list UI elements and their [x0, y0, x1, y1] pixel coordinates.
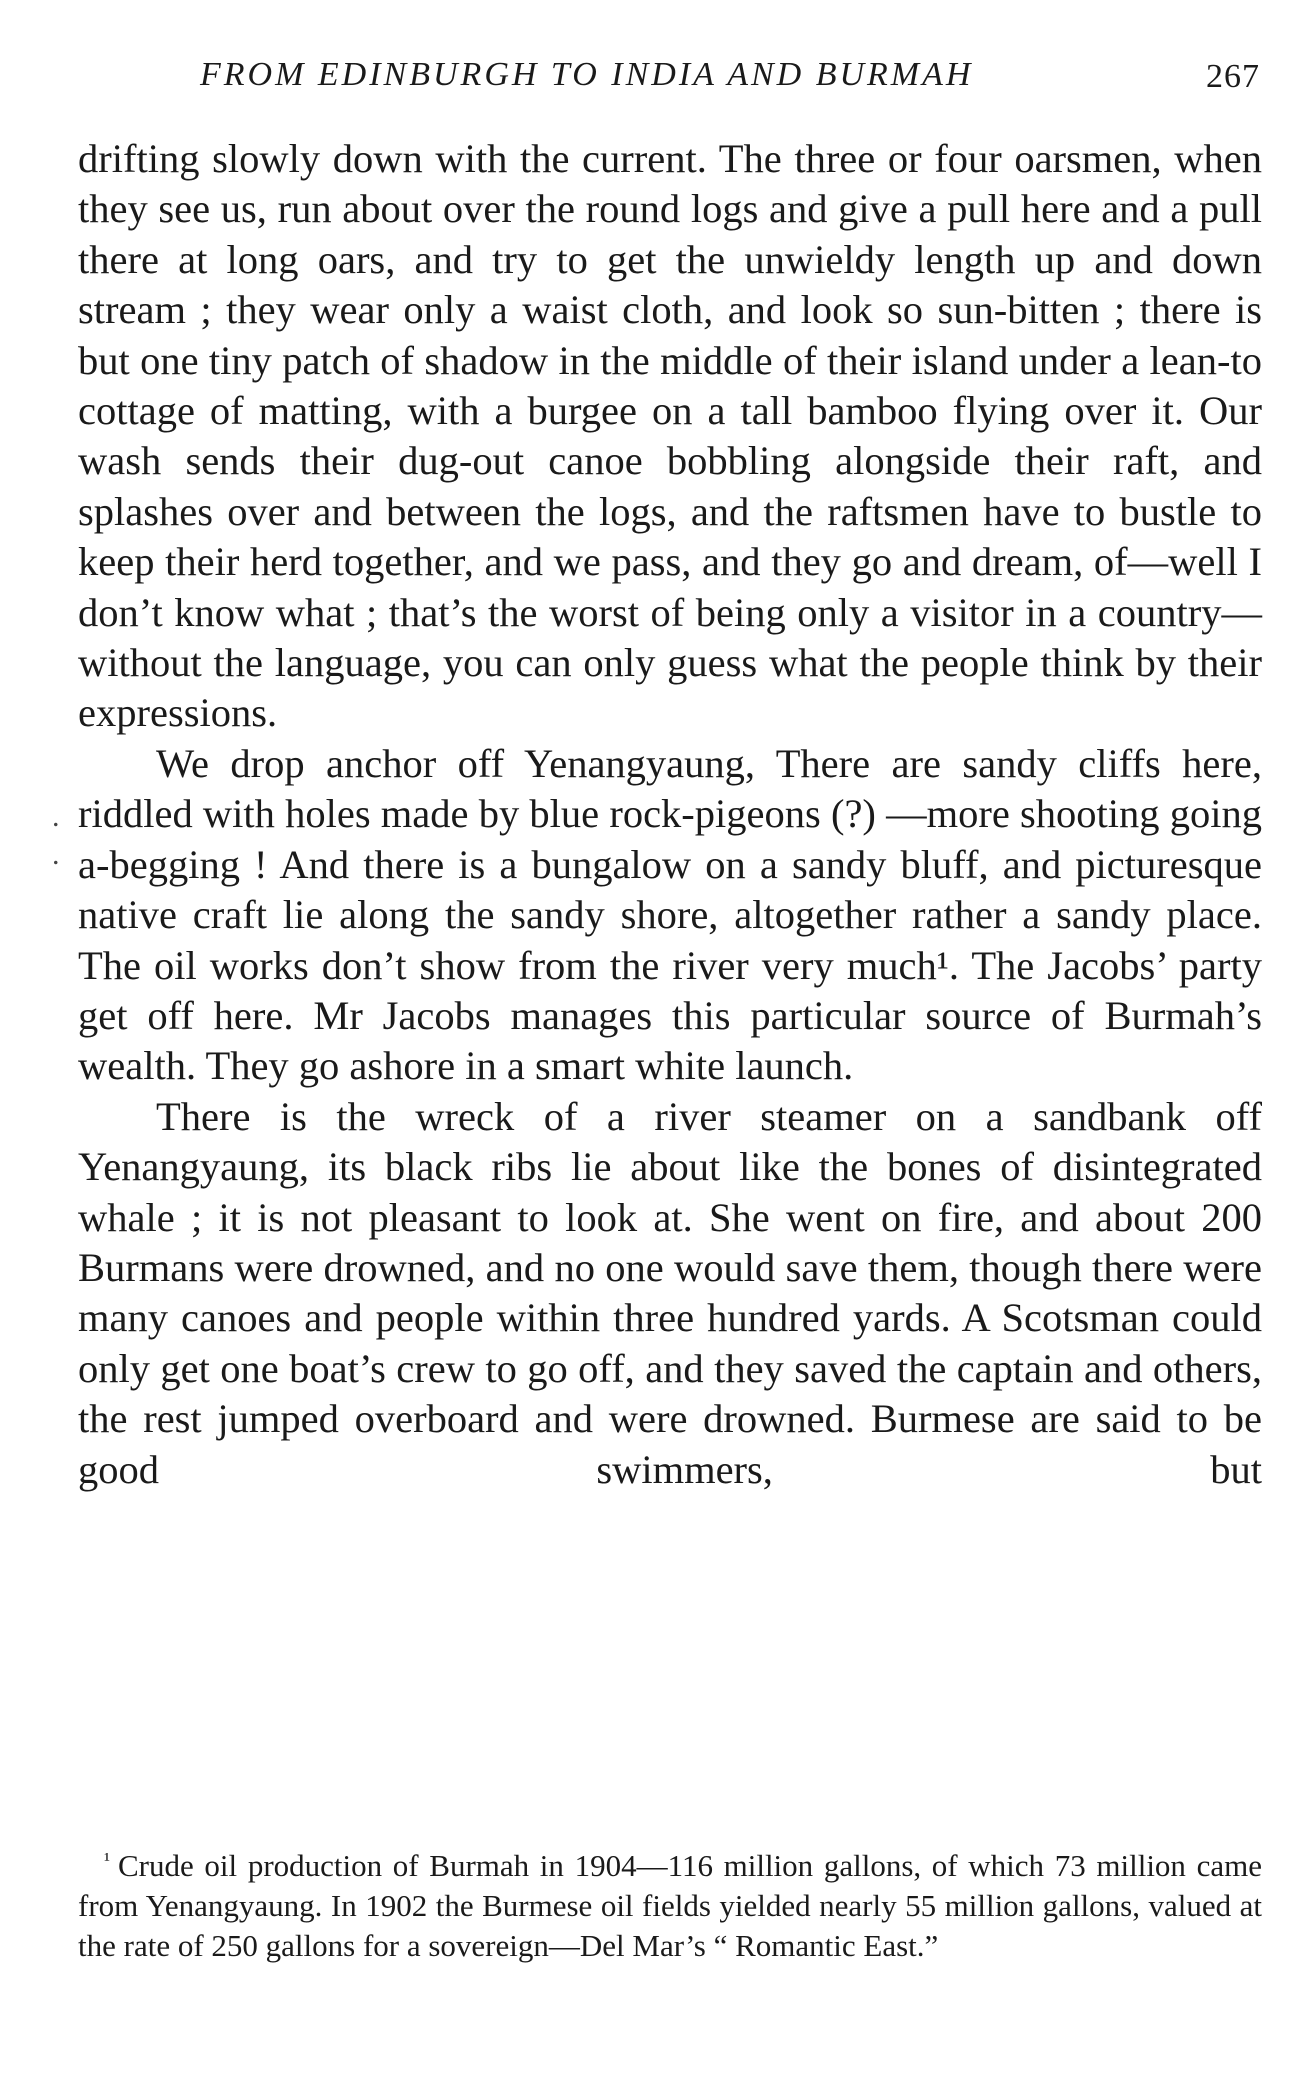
paragraph-yenangyaung-anchor: We drop anchor off Yenangyaung, There are sandy cliffs here, riddled with holes made by blue rock-pigeons (?) —more shooting going a-begging ! And there is a bungalow on a sandy bluff, and picturesque native craft lie along the sandy shore, altogether rather a sandy place. The oil works don’t show from the river very much¹. The Jacobs’ party get off here. Mr Jacobs manages this particular source of Burmah’s wealth. They go ashore in a smart white launch. [78, 740, 1262, 1089]
footnote [78, 1840, 1262, 1966]
footnotes [78, 1840, 1262, 1966]
running-title: FROM EDINBURGH TO INDIA AND BURMAH [200, 56, 974, 93]
paragraph-raft-description: drifting slowly down with the current. The three or four oarsmen, when they see us, run about over the round logs and give a pull here and a pull there at long oars, and try to get the unwieldy length up and down stream ; they wear only a waist cloth, and look so sun-bitten ; there is but one tiny patch of shadow in the middle of their island under a lean-to cottage of matting, with a burgee on a tall bamboo flying over it. Our wash sends their dug-out canoe bobbling alongside their raft, and splashes over and between the logs, and the raftsmen have to bustle to keep their herd together, and we pass, and they go and dream, of—well I don’t know what ; that’s the worst of being only a visitor in a country—without the language, you can only guess what the people think by their expressions. [78, 136, 1262, 736]
margin-dot-mark: . [52, 800, 60, 833]
margin-dot-mark: . [52, 838, 60, 871]
footnote-text: Crude oil production of Burmah in 1904—116 million gallons, of which 73 million came from Yenangyaung. In 1902 the Burmese oil fields yielded nearly 55 million gallons, valued at the rate of 250 gallons for a sovereign—Del Mar’s “ Romantic East.” [78, 1848, 1262, 1963]
footnote-marker: ¹ [104, 1849, 110, 1871]
body-text [78, 134, 1262, 1495]
page-number: 267 [1206, 58, 1260, 95]
paragraph-steamer-wreck: There is the wreck of a river steamer on a sandbank off Yenangyaung, its black ribs lie about like the bones of disintegrated whale ; it is not pleasant to look at. She went on fire, and about 200 Burmans were drowned, and no one would save them, though there were many canoes and people within three hundred yards. A Scotsman could only get one boat’s crew to go off, and they saved the captain and others, the rest jumped overboard and were drowned. Burmese are said to be good swimmers, but [78, 1093, 1262, 1492]
running-head [0, 56, 1304, 106]
